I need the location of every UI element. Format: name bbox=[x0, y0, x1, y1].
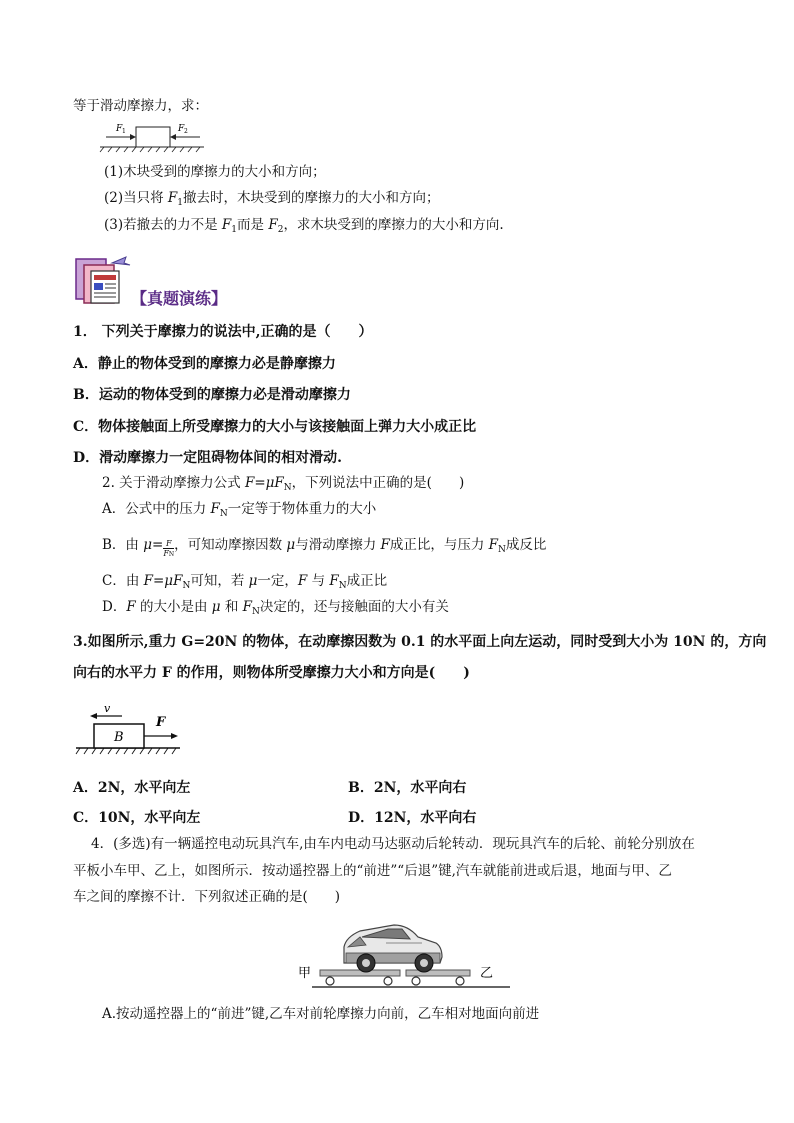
q1-option-c: C．物体接触面上所受摩擦力的大小与该接触面上弹力大小成正比 bbox=[73, 419, 477, 435]
cart-yi-label: 乙 bbox=[480, 966, 494, 981]
q2-option-b: B．由 μ= $\frac{F}{FN}$ ，可知动摩擦因数 μ与滑动摩擦力 F成正比，与压力 $F_N$成反比 bbox=[102, 537, 547, 558]
q3-option-d: D．12N，水平向右 bbox=[348, 810, 477, 826]
velocity-label: v bbox=[104, 702, 111, 715]
toy-car-figure bbox=[290, 913, 515, 993]
sub-question-3: (3)若撤去的力不是 $F_1$而是 $F_2$，求木块受到的摩擦力的大小和方向. bbox=[104, 217, 504, 235]
q1-option-b: B．运动的物体受到的摩擦力必是滑动摩擦力 bbox=[73, 387, 351, 403]
q3-option-b: B．2N，水平向右 bbox=[348, 780, 467, 796]
q2-option-c: C．由 $F=\mu F_N$可知，若 μ一定，F 与 $F_N$成正比 bbox=[102, 573, 388, 591]
q4-stem-line-2: 平板小车甲、乙上，如图所示．按动遥控器上的“前进”“后退”键,汽车就能前进或后退，地面与甲、乙 bbox=[73, 863, 672, 879]
q2-stem: 2. 关于滑动摩擦力公式 $F=\mu F_N$，下列说法中正确的是( ) bbox=[102, 475, 465, 493]
section-title: 【真题演练】 bbox=[131, 289, 228, 308]
q4-stem-line-1: 4．(多选)有一辆遥控电动玩具汽车,由车内电动马达驱动后轮转动．现玩具汽车的后轮、前轮分别放在 bbox=[91, 836, 695, 852]
intro-text: 等于滑动摩擦力，求： bbox=[73, 98, 208, 114]
q2-option-d: D．F 的大小是由 μ 和 $F_N$决定的，还与接触面的大小有关 bbox=[102, 599, 449, 617]
f1-label: F bbox=[116, 124, 123, 134]
q3-stem-line-2: 向右的水平力 F 的作用，则物体所受摩擦力大小和方向是( ) bbox=[73, 665, 470, 681]
fraction: $\frac{F}{FN}$ bbox=[163, 539, 175, 558]
q2-option-a: A．公式中的压力 $F_N$一定等于物体重力的大小 bbox=[102, 501, 377, 519]
block-motion-figure bbox=[72, 702, 184, 758]
f2-label: F bbox=[178, 124, 185, 134]
q3-option-a: A．2N，水平向左 bbox=[73, 780, 191, 796]
f2-sub: 2 bbox=[184, 128, 188, 135]
q4-stem-line-3: 车之间的摩擦不计．下列叙述正确的是( ) bbox=[73, 889, 341, 905]
q4-option-a: A.按动遥控器上的“前进”键,乙车对前轮摩擦力向前，乙车相对地面向前进 bbox=[102, 1006, 540, 1022]
documents-icon bbox=[74, 253, 134, 305]
f1-sub: 1 bbox=[122, 128, 126, 135]
q3-option-c: C．10N，水平向左 bbox=[73, 810, 201, 826]
force-label: F bbox=[156, 715, 166, 730]
q1-option-a: A．静止的物体受到的摩擦力必是静摩擦力 bbox=[73, 356, 336, 372]
q3-stem-line-1: 3.如图所示,重力 G=20N 的物体，在动摩擦因数为 0.1 的水平面上向左运动，同时受到大小为 10N 的，方向 bbox=[73, 634, 767, 650]
block-forces-figure bbox=[98, 117, 208, 153]
cart-jia-label: 甲 bbox=[298, 966, 312, 981]
q1-option-d: D．滑动摩擦力一定阻碍物体间的相对滑动. bbox=[73, 450, 343, 466]
q1-stem: 1． 下列关于摩擦力的说法中,正确的是（ ） bbox=[73, 324, 373, 340]
sub-question-1: (1)木块受到的摩擦力的大小和方向； bbox=[104, 164, 326, 180]
block-label: B bbox=[114, 730, 124, 745]
sub-question-2: (2)当只将 $F_1$撤去时，木块受到的摩擦力的大小和方向； bbox=[104, 190, 440, 208]
